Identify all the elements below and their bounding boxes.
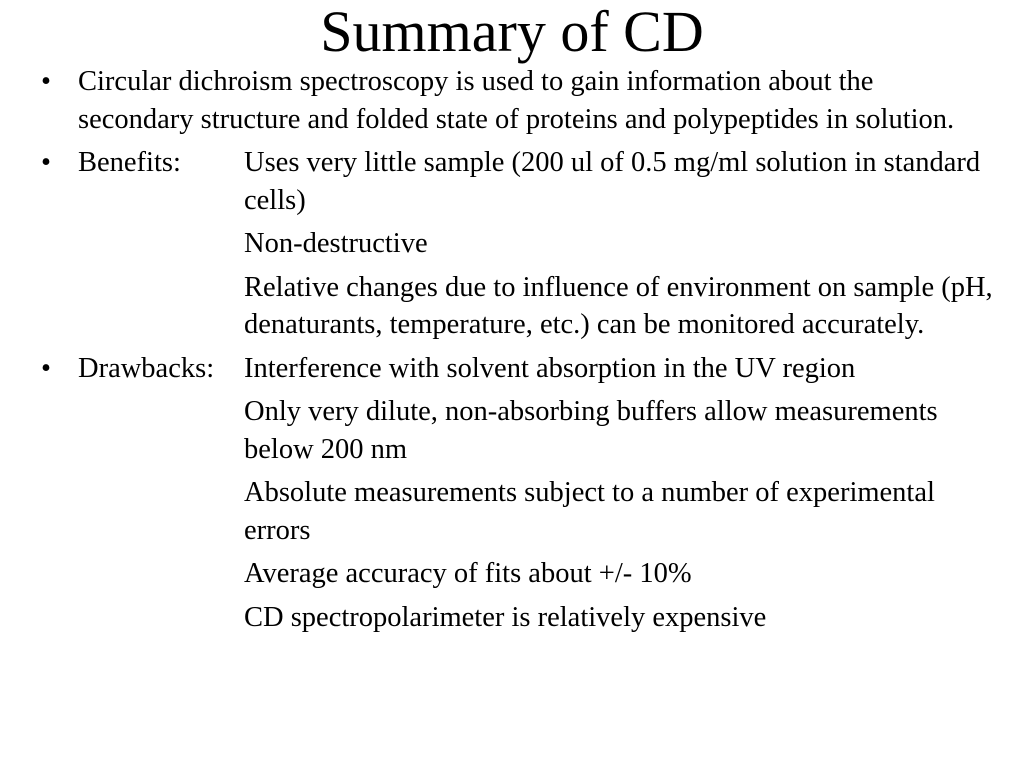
- bullet-dot-icon: •: [41, 352, 51, 384]
- drawback-item: Only very dilute, non-absorbing buffers allow measurements below 200 nm: [244, 396, 938, 465]
- slide-title: Summary of CD: [320, 0, 704, 64]
- bullet-benefits: [36, 144, 996, 344]
- drawback-item: Interference with solvent absorption in the UV region: [244, 352, 856, 384]
- drawback-item: CD spectropolarimeter is relatively expensive: [244, 601, 767, 633]
- bullet-drawbacks: [36, 350, 996, 637]
- bullet-dot-icon: •: [41, 66, 51, 97]
- bullet-list: [36, 63, 996, 642]
- intro-text: Circular dichroism spectroscopy is used to gain information about the secondary structure and folded state of proteins and polypeptides in solution.: [78, 66, 955, 135]
- bullet-intro: [36, 63, 996, 138]
- benefit-item: Relative changes due to influence of environment on sample (pH, denaturants, temperature, etc.) can be monitored accurately.: [244, 271, 993, 340]
- drawbacks-label: Drawbacks:: [78, 352, 215, 384]
- bullet-dot-icon: •: [41, 147, 51, 178]
- drawback-item: Absolute measurements subject to a number of experimental errors: [244, 477, 935, 546]
- benefit-item: Uses very little sample (200 ul of 0.5 mg/ml solution in standard cells): [244, 147, 981, 216]
- benefit-item: Non-destructive: [244, 228, 428, 259]
- drawback-item: Average accuracy of fits about +/- 10%: [244, 558, 692, 589]
- benefits-label: Benefits:: [78, 147, 181, 178]
